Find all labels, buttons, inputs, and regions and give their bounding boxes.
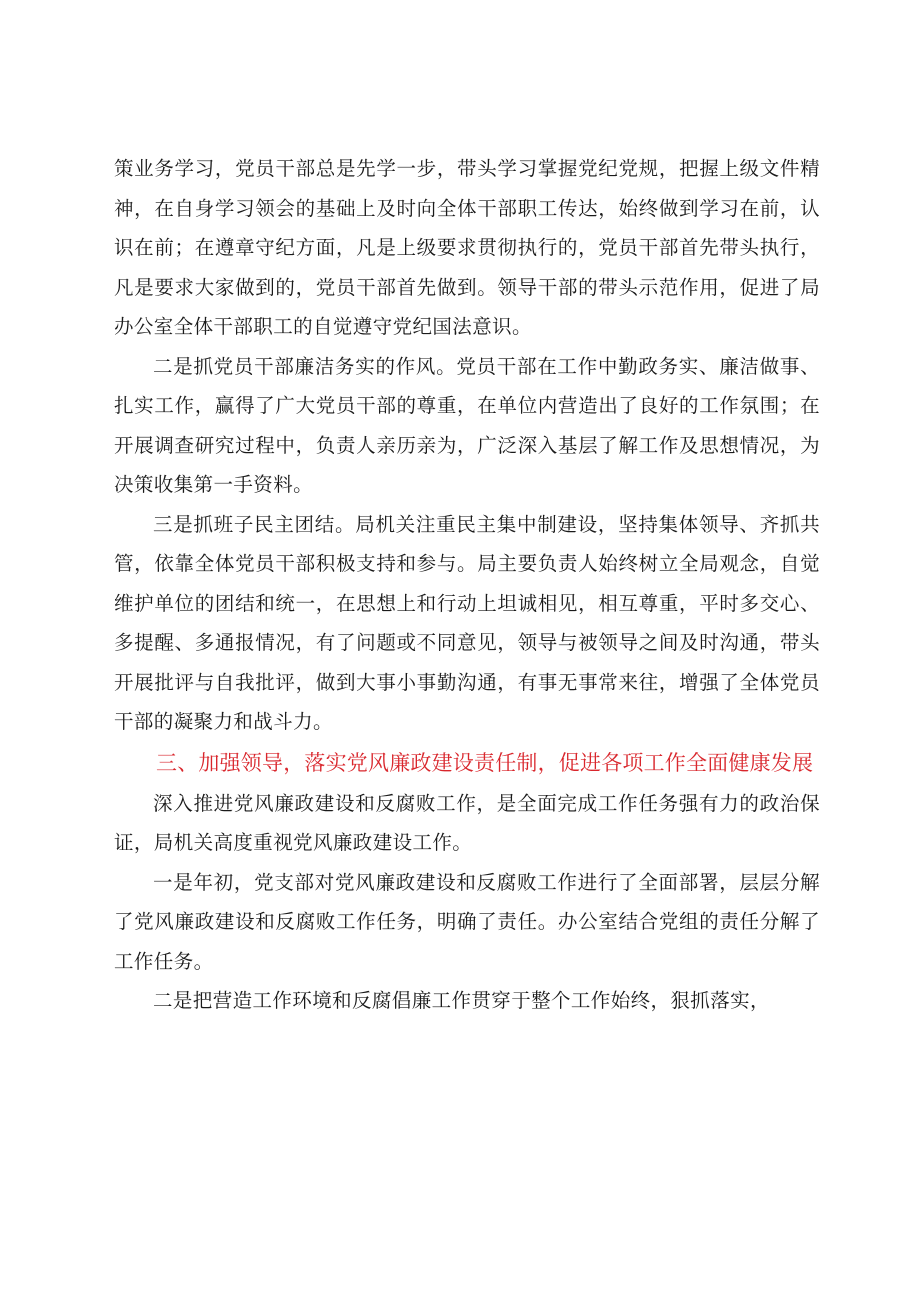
paragraph-team-unity: 三是抓班子民主团结。局机关注重民主集中制建设，坚持集体领导、齐抓共管，依靠全体党员干部积极支持和参与。局主要负责人始终树立全局观念，自觉维护单位的团结和统一，在思想上和行动上坦诚相见，相互尊重，平时多交心、多提醒、多通报情况，有了问题或不同意见，领导与被领导之间及时沟通，带头开展批评与自我批评，做到大事小事勤沟通，有事无事常来往，增强了全体党员干部的凝聚力和战斗力。: [114, 512, 820, 733]
section-heading: 三、加强领导，落实党风廉政建设责任制，促进各项工作全面健康发展: [156, 750, 814, 775]
paragraph-work-environment: 二是把营造工作环境和反腐倡廉工作贯穿于整个工作始终，狠抓落实，: [153, 989, 770, 1012]
paragraph-year-start-deployment: 一是年初，党支部对党风廉政建设和反腐败工作进行了全面部署，层层分解了党风廉政建设和反腐败工作任务，明确了责任。办公室结合党组的责任分解了工作任务。: [114, 870, 820, 973]
paragraph-continued: 策业务学习，党员干部总是先学一步，带头学习掌握党纪党规，把握上级文件精神，在自身学习领会的基础上及时向全体干部职工传达，始终做到学习在前，认识在前；在遵章守纪方面，凡是上级要求贯彻执行的，党员干部首先带头执行，凡是要求大家做到的，党员干部首先做到。领导干部的带头示范作用，促进了局办公室全体干部职工的自觉遵守党纪国法意识。: [114, 157, 820, 338]
section-heading-wrapper: [114, 743, 820, 783]
paragraph-section-intro: 深入推进党风廉政建设和反腐败工作，是全面完成工作任务强有力的政治保证，局机关高度重视党风廉政建设工作。: [114, 791, 820, 854]
document-body: [114, 149, 820, 1021]
paragraph-integrity-style: 二是抓党员干部廉洁务实的作风。党员干部在工作中勤政务实、廉洁做事、扎实工作，赢得了广大党员干部的尊重，在单位内营造出了良好的工作氛围；在开展调查研究过程中，负责人亲历亲为，广泛深入基层了解工作及思想情况，为决策收集第一手资料。: [114, 354, 820, 496]
